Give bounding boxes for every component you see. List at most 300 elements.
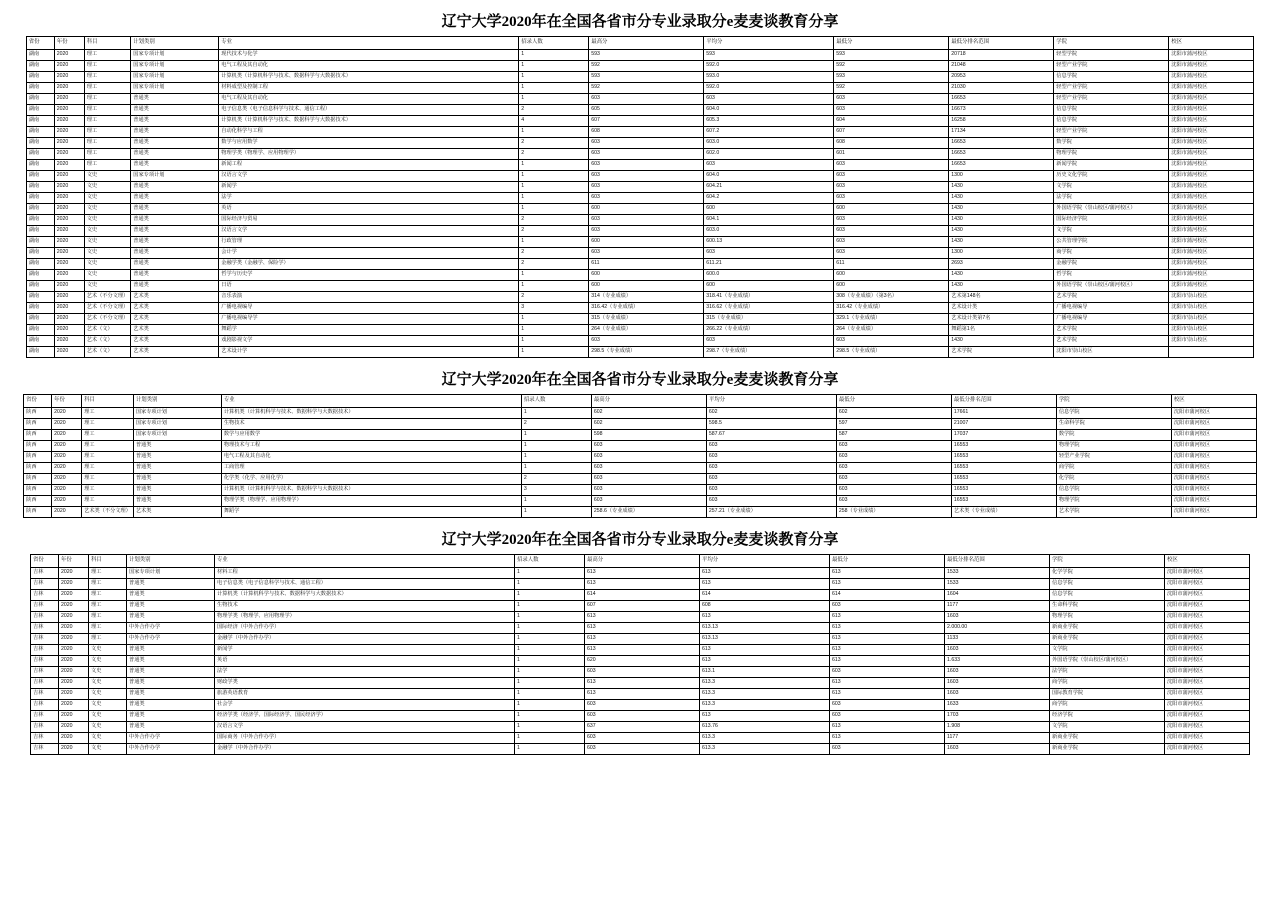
cell-plan-type: 国家专项计划 — [131, 72, 219, 83]
cell-college: 轻型产业学院 — [1054, 61, 1169, 72]
cell-college: 轻型产业学院 — [1054, 94, 1169, 105]
cell-avg-score: 602 — [706, 408, 836, 419]
col-header-campus: 校区 — [1169, 37, 1254, 50]
cell-college: 信息学院 — [1050, 590, 1165, 601]
table-header-row — [26, 37, 1254, 50]
col-header-year: 年份 — [59, 555, 89, 568]
cell-min-score: 603 — [836, 463, 951, 474]
cell-plan-type: 国家专项计划 — [131, 61, 219, 72]
cell-subject: 文史 — [89, 700, 127, 711]
cell-major: 会计学 — [219, 248, 519, 259]
table-row — [26, 248, 1254, 259]
cell-subject: 理工 — [82, 419, 134, 430]
cell-max-score: 603 — [585, 744, 700, 755]
cell-province: 吉林 — [31, 645, 59, 656]
cell-plan-type: 普通类 — [127, 656, 215, 667]
cell-college: 文学院 — [1054, 226, 1169, 237]
cell-year: 2020 — [54, 138, 84, 149]
cell-count: 1 — [515, 568, 585, 579]
cell-major: 旅游英语教育 — [215, 689, 515, 700]
cell-avg-score: 604.1 — [704, 215, 834, 226]
cell-subject: 文史 — [84, 270, 131, 281]
cell-avg-score: 604.2 — [704, 193, 834, 204]
cell-campus: 沈阳市蒲河校区 — [1169, 204, 1254, 215]
cell-year: 2020 — [52, 408, 82, 419]
cell-college: 轻型产业学院 — [1054, 83, 1169, 94]
cell-max-score: 314（专业成绩） — [589, 292, 704, 303]
cell-plan-type: 普通类 — [131, 226, 219, 237]
col-header-province: 省份 — [31, 555, 59, 568]
cell-min-score: 613 — [830, 645, 945, 656]
cell-max-score: 592 — [589, 61, 704, 72]
cell-campus: 沈阳市蒲河校区 — [1169, 72, 1254, 83]
cell-min-score: 329.1（专业成绩） — [834, 314, 949, 325]
cell-province: 陕西 — [24, 485, 52, 496]
cell-min-score: 600 — [834, 204, 949, 215]
cell-plan-type: 国家专项计划 — [127, 568, 215, 579]
cell-avg-score: 587.67 — [706, 430, 836, 441]
cell-campus: 沈阳市蒲河校区 — [1171, 441, 1256, 452]
cell-campus: 沈阳市蒲河校区 — [1169, 259, 1254, 270]
cell-avg-score: 613 — [700, 612, 830, 623]
cell-college: 经济学院 — [1050, 711, 1165, 722]
table-row — [26, 336, 1254, 347]
cell-subject: 文史 — [84, 193, 131, 204]
cell-province: 湖南 — [26, 248, 54, 259]
cell-avg-score: 603 — [704, 94, 834, 105]
cell-max-score: 603 — [589, 149, 704, 160]
cell-min-score: 603 — [834, 237, 949, 248]
cell-rank-range: 1177 — [945, 733, 1050, 744]
cell-province: 吉林 — [31, 656, 59, 667]
cell-plan-type: 普通类 — [127, 678, 215, 689]
cell-subject: 文史 — [84, 237, 131, 248]
cell-subject: 文史 — [89, 711, 127, 722]
cell-max-score: 611 — [589, 259, 704, 270]
cell-avg-score: 611.21 — [704, 259, 834, 270]
table-row — [26, 171, 1254, 182]
cell-major: 法学 — [215, 667, 515, 678]
cell-max-score: 600 — [589, 204, 704, 215]
cell-major: 英语 — [219, 204, 519, 215]
cell-subject: 文史 — [84, 281, 131, 292]
cell-major: 物理学类（物理学、应用物理学） — [219, 149, 519, 160]
cell-year: 2020 — [54, 259, 84, 270]
cell-major: 金融学类（金融学、保险学） — [219, 259, 519, 270]
col-header-rank-range: 最低分排名范围 — [951, 395, 1056, 408]
table-row — [31, 667, 1250, 678]
cell-count: 1 — [515, 656, 585, 667]
cell-college: 法学院 — [1054, 193, 1169, 204]
cell-plan-type: 普通类 — [131, 193, 219, 204]
cell-plan-type: 普通类 — [127, 689, 215, 700]
cell-year: 2020 — [54, 248, 84, 259]
cell-subject: 文史 — [89, 722, 127, 733]
cell-major: 材料成型及控制工程 — [219, 83, 519, 94]
cell-year: 2020 — [59, 678, 89, 689]
cell-plan-type: 艺术类 — [133, 507, 221, 518]
table-row — [31, 744, 1250, 755]
cell-plan-type: 普通类 — [127, 711, 215, 722]
cell-campus: 沈阳市蒲河校区 — [1165, 579, 1250, 590]
cell-min-score: 613 — [830, 689, 945, 700]
cell-count: 2 — [521, 419, 591, 430]
cell-campus: 沈阳市蒲河校区 — [1165, 612, 1250, 623]
cell-subject: 文史 — [89, 678, 127, 689]
cell-max-score: 603 — [589, 171, 704, 182]
cell-rank-range: 16653 — [949, 138, 1054, 149]
cell-college: 数学院 — [1054, 138, 1169, 149]
cell-major: 法学 — [219, 193, 519, 204]
cell-college: 新商业学院 — [1050, 744, 1165, 755]
cell-avg-score: 603 — [706, 452, 836, 463]
cell-subject: 文史 — [84, 248, 131, 259]
cell-plan-type: 中外合作办学 — [127, 634, 215, 645]
cell-plan-type: 普通类 — [127, 667, 215, 678]
cell-year: 2020 — [54, 116, 84, 127]
cell-count: 2 — [519, 105, 589, 116]
cell-year: 2020 — [59, 733, 89, 744]
cell-year: 2020 — [59, 744, 89, 755]
cell-max-score: 620 — [585, 656, 700, 667]
cell-campus: 沈阳市蒲河校区 — [1165, 590, 1250, 601]
cell-rank-range: 1430 — [949, 270, 1054, 281]
cell-subject: 理工 — [84, 83, 131, 94]
table-row — [31, 656, 1250, 667]
cell-rank-range: 1430 — [949, 336, 1054, 347]
cell-plan-type: 国家专项计划 — [133, 419, 221, 430]
cell-year: 2020 — [54, 83, 84, 94]
cell-avg-score: 613.76 — [700, 722, 830, 733]
cell-rank-range: 艺术设计类第7名 — [949, 314, 1054, 325]
cell-avg-score: 613 — [700, 579, 830, 590]
cell-plan-type: 中外合作办学 — [127, 744, 215, 755]
cell-avg-score: 603 — [706, 463, 836, 474]
cell-year: 2020 — [54, 215, 84, 226]
cell-count: 1 — [519, 61, 589, 72]
page-title-2: 辽宁大学2020年在全国各省市分专业录取分e麦麦谈教育分享 — [441, 372, 839, 388]
cell-avg-score: 613.1 — [700, 667, 830, 678]
cell-major: 电气工程及其自动化 — [221, 452, 521, 463]
cell-rank-range: 16553 — [951, 452, 1056, 463]
cell-max-score: 264（专业成绩） — [589, 325, 704, 336]
cell-rank-range: 1133 — [945, 634, 1050, 645]
cell-count: 1 — [519, 204, 589, 215]
table-row — [26, 237, 1254, 248]
cell-avg-score: 603 — [706, 485, 836, 496]
table-row — [26, 226, 1254, 237]
table-row — [26, 116, 1254, 127]
cell-min-score: 608 — [834, 138, 949, 149]
cell-subject: 理工 — [89, 601, 127, 612]
cell-rank-range: 16553 — [951, 485, 1056, 496]
cell-min-score: 316.42（专业成绩） — [834, 303, 949, 314]
cell-count: 1 — [515, 601, 585, 612]
cell-subject: 艺术（文） — [84, 325, 131, 336]
cell-campus: 沈阳市崇山校区 — [1169, 336, 1254, 347]
cell-rank-range: 1430 — [949, 226, 1054, 237]
cell-rank-range: 1430 — [949, 237, 1054, 248]
cell-rank-range: 16653 — [949, 149, 1054, 160]
cell-avg-score: 598.5 — [706, 419, 836, 430]
cell-province: 陕西 — [24, 463, 52, 474]
cell-year: 2020 — [54, 94, 84, 105]
cell-count: 1 — [515, 733, 585, 744]
cell-max-score: 603 — [589, 193, 704, 204]
cell-max-score: 603 — [591, 463, 706, 474]
cell-province: 陕西 — [24, 419, 52, 430]
cell-college: 生命科学院 — [1056, 419, 1171, 430]
cell-province: 湖南 — [26, 94, 54, 105]
cell-province: 湖南 — [26, 347, 54, 358]
cell-max-score: 603 — [589, 226, 704, 237]
cell-campus: 沈阳市蒲河校区 — [1169, 127, 1254, 138]
cell-max-score: 607 — [585, 601, 700, 612]
cell-min-score: 613 — [830, 722, 945, 733]
cell-subject: 文史 — [89, 656, 127, 667]
cell-major: 电气工程及其自动化 — [219, 61, 519, 72]
table-row — [24, 419, 1257, 430]
cell-campus: 沈阳市蒲河校区 — [1165, 689, 1250, 700]
cell-avg-score: 600.13 — [704, 237, 834, 248]
cell-count: 3 — [521, 485, 591, 496]
cell-min-score: 600 — [834, 270, 949, 281]
cell-campus: 沈阳市蒲河校区 — [1165, 744, 1250, 755]
cell-avg-score: 266.22（专业成绩） — [704, 325, 834, 336]
cell-avg-score: 613.3 — [700, 744, 830, 755]
cell-min-score: 603 — [834, 105, 949, 116]
cell-rank-range: 21007 — [951, 419, 1056, 430]
cell-max-score: 637 — [585, 722, 700, 733]
cell-min-score: 607 — [834, 127, 949, 138]
table-body-3 — [31, 568, 1250, 755]
cell-min-score: 613 — [830, 634, 945, 645]
cell-rank-range: 1430 — [949, 182, 1054, 193]
cell-min-score: 593 — [834, 50, 949, 61]
cell-rank-range: 1603 — [945, 612, 1050, 623]
cell-province: 湖南 — [26, 215, 54, 226]
table-row — [26, 215, 1254, 226]
col-header-campus: 校区 — [1171, 395, 1256, 408]
cell-avg-score: 614 — [700, 590, 830, 601]
cell-min-score: 603 — [836, 452, 951, 463]
cell-province: 湖南 — [26, 61, 54, 72]
col-header-min-score: 最低分 — [834, 37, 949, 50]
col-header-province: 省份 — [26, 37, 54, 50]
cell-year: 2020 — [52, 474, 82, 485]
cell-college: 信息学院 — [1056, 485, 1171, 496]
cell-campus: 沈阳市蒲河校区 — [1171, 474, 1256, 485]
cell-count: 1 — [519, 182, 589, 193]
cell-avg-score: 592.0 — [704, 83, 834, 94]
cell-max-score: 315（专业成绩） — [589, 314, 704, 325]
cell-campus: 沈阳市蒲河校区 — [1165, 667, 1250, 678]
cell-year: 2020 — [54, 270, 84, 281]
cell-college: 新闻学院 — [1054, 160, 1169, 171]
cell-college: 外国语学院（崇山校区/蒲河校区） — [1054, 281, 1169, 292]
cell-count: 2 — [519, 138, 589, 149]
cell-province: 湖南 — [26, 182, 54, 193]
cell-year: 2020 — [54, 204, 84, 215]
cell-min-score: 613 — [830, 656, 945, 667]
cell-major: 新闻学 — [219, 182, 519, 193]
cell-year: 2020 — [52, 496, 82, 507]
cell-max-score: 613 — [585, 689, 700, 700]
cell-max-score: 316.42（专业成绩） — [589, 303, 704, 314]
cell-rank-range: 1603 — [945, 678, 1050, 689]
cell-campus: 沈阳市崇山校区 — [1169, 292, 1254, 303]
cell-plan-type: 艺术类 — [131, 336, 219, 347]
cell-rank-range: 1177 — [945, 601, 1050, 612]
cell-count: 1 — [519, 325, 589, 336]
cell-major: 经济学类（经济学、国际经济学、国民经济学） — [215, 711, 515, 722]
cell-min-score: 613 — [830, 623, 945, 634]
col-header-college: 学院 — [1054, 37, 1169, 50]
cell-college: 数学院 — [1056, 430, 1171, 441]
cell-plan-type: 普通类 — [127, 601, 215, 612]
table-row — [26, 347, 1254, 358]
cell-subject: 理工 — [84, 160, 131, 171]
col-header-subject: 科目 — [84, 37, 131, 50]
cell-min-score: 603 — [834, 94, 949, 105]
cell-avg-score: 613 — [700, 568, 830, 579]
cell-campus: 沈阳市蒲河校区 — [1169, 160, 1254, 171]
cell-province: 吉林 — [31, 568, 59, 579]
cell-college: 文学院 — [1050, 722, 1165, 733]
cell-college: 物理学院 — [1054, 149, 1169, 160]
cell-college: 化学院 — [1056, 474, 1171, 485]
cell-min-score: 308（专业成绩）（第3名） — [834, 292, 949, 303]
cell-max-score: 603 — [591, 485, 706, 496]
cell-college: 沈阳市崇山校区 — [1054, 347, 1169, 358]
table-row — [31, 590, 1250, 601]
cell-year: 2020 — [54, 61, 84, 72]
cell-count: 1 — [519, 270, 589, 281]
cell-college: 艺术学院 — [1056, 507, 1171, 518]
cell-count: 1 — [519, 72, 589, 83]
cell-min-score: 587 — [836, 430, 951, 441]
cell-max-score: 614 — [585, 590, 700, 601]
cell-subject: 理工 — [82, 485, 134, 496]
cell-count: 2 — [519, 259, 589, 270]
cell-subject: 理工 — [84, 72, 131, 83]
table-row — [31, 579, 1250, 590]
cell-min-score: 603 — [834, 160, 949, 171]
cell-plan-type: 普通类 — [131, 182, 219, 193]
cell-major: 计算机类（计算机科学与技术、数据科学与大数据技术） — [215, 590, 515, 601]
cell-plan-type: 普通类 — [127, 722, 215, 733]
col-header-count: 招录人数 — [519, 37, 589, 50]
cell-max-score: 603 — [589, 138, 704, 149]
cell-max-score: 602 — [591, 408, 706, 419]
table-row — [26, 314, 1254, 325]
cell-count: 1 — [519, 193, 589, 204]
table-row — [24, 496, 1257, 507]
col-header-plan-type: 计划类别 — [133, 395, 221, 408]
cell-count: 1 — [519, 83, 589, 94]
cell-plan-type: 普通类 — [131, 204, 219, 215]
cell-subject: 理工 — [82, 408, 134, 419]
cell-min-score: 597 — [836, 419, 951, 430]
cell-province: 湖南 — [26, 50, 54, 61]
cell-count: 1 — [515, 700, 585, 711]
cell-avg-score: 613.3 — [700, 733, 830, 744]
cell-rank-range: 1430 — [949, 281, 1054, 292]
col-header-major: 专业 — [219, 37, 519, 50]
cell-count: 2 — [519, 292, 589, 303]
cell-major: 汉语言文学 — [219, 226, 519, 237]
cell-avg-score: 600 — [704, 281, 834, 292]
table-header-row — [31, 555, 1250, 568]
cell-province: 吉林 — [31, 722, 59, 733]
col-header-max-score: 最高分 — [591, 395, 706, 408]
cell-max-score: 603 — [589, 336, 704, 347]
cell-plan-type: 普通类 — [131, 116, 219, 127]
cell-min-score: 602 — [836, 408, 951, 419]
cell-min-score: 603 — [830, 711, 945, 722]
cell-max-score: 613 — [585, 612, 700, 623]
table-row — [31, 689, 1250, 700]
cell-count: 1 — [515, 711, 585, 722]
cell-avg-score: 603 — [704, 160, 834, 171]
cell-plan-type: 普通类 — [131, 237, 219, 248]
cell-major: 现代技术与化学 — [219, 50, 519, 61]
cell-year: 2020 — [59, 601, 89, 612]
cell-rank-range: 艺术学院 — [949, 347, 1054, 358]
cell-avg-score: 613 — [700, 645, 830, 656]
table-row — [26, 193, 1254, 204]
cell-year: 2020 — [54, 105, 84, 116]
cell-rank-range: 1604 — [945, 590, 1050, 601]
cell-count: 2 — [519, 248, 589, 259]
cell-subject: 理工 — [89, 612, 127, 623]
cell-province: 湖南 — [26, 314, 54, 325]
cell-plan-type: 国家专项计划 — [131, 50, 219, 61]
cell-subject: 理工 — [84, 94, 131, 105]
cell-campus: 沈阳市蒲河校区 — [1165, 656, 1250, 667]
cell-count: 1 — [519, 281, 589, 292]
cell-avg-score: 603 — [706, 474, 836, 485]
cell-subject: 理工 — [84, 127, 131, 138]
cell-subject: 理工 — [84, 50, 131, 61]
cell-year: 2020 — [52, 441, 82, 452]
cell-year: 2020 — [59, 645, 89, 656]
cell-min-score: 600 — [834, 281, 949, 292]
cell-max-score: 603 — [591, 474, 706, 485]
cell-min-score: 603 — [830, 744, 945, 755]
cell-college: 金融学院 — [1054, 259, 1169, 270]
cell-campus: 沈阳市蒲河校区 — [1165, 678, 1250, 689]
cell-major: 新闻学 — [215, 645, 515, 656]
cell-campus: 沈阳市蒲河校区 — [1169, 215, 1254, 226]
cell-min-score: 604 — [834, 116, 949, 127]
cell-plan-type: 中外合作办学 — [127, 623, 215, 634]
cell-province: 湖南 — [26, 292, 54, 303]
cell-rank-range: 16553 — [951, 474, 1056, 485]
cell-college: 新商业学院 — [1050, 733, 1165, 744]
cell-province: 吉林 — [31, 634, 59, 645]
cell-count: 1 — [515, 722, 585, 733]
cell-rank-range: 1.633 — [945, 656, 1050, 667]
cell-major: 国际经济与贸易 — [219, 215, 519, 226]
cell-count: 1 — [519, 127, 589, 138]
cell-plan-type: 普通类 — [131, 94, 219, 105]
cell-max-score: 298.5（专业成绩） — [589, 347, 704, 358]
cell-plan-type: 国家专项计划 — [131, 83, 219, 94]
cell-subject: 理工 — [89, 579, 127, 590]
cell-count: 1 — [521, 452, 591, 463]
cell-plan-type: 普通类 — [133, 452, 221, 463]
